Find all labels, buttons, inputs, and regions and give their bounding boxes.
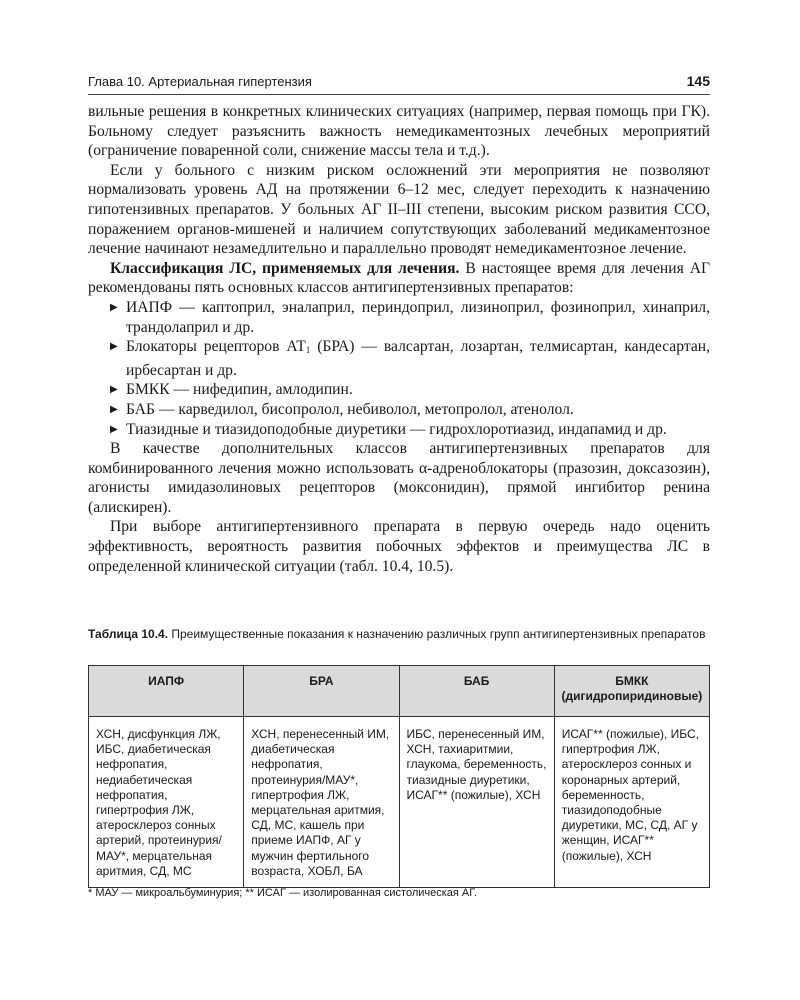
table-label: Таблица 10.4. [88, 627, 169, 641]
bullet-marker-icon: ▶ [110, 423, 118, 435]
paragraph-3 [88, 259, 710, 298]
list-item-text: Блокаторы рецепторов АТ [126, 338, 306, 356]
list-item-text: Тиазидные и тиазидоподобные диуретики — гидрохлоротиазид, индапамид и др. [126, 420, 667, 438]
paragraph-3-text: В настоящее время для лечения АГ рекомендованы пять основных классов антигипертензивных препаратов: [88, 259, 710, 297]
table-footnote: * МАУ — микроальбуминурия; ** ИСАГ — изолированная систолическая АГ. [88, 887, 477, 899]
bullet-marker-icon: ▶ [110, 341, 118, 353]
list-item [110, 420, 710, 440]
list-item [110, 298, 710, 337]
page-number: 145 [686, 73, 710, 89]
bullet-marker-icon: ▶ [110, 384, 118, 396]
indications-table [88, 665, 710, 888]
paragraph-2: Если у больного с низким риском осложнений эти мероприятия не позволяют нормализовать уровень АД на протяжении 6–12 мес, следует переходить к назначению гипотензивных препаратов. У больных АГ II–III степени, высоким риском развития ССО, поражением органов-мишеней и наличием сопутствующих заболеваний медикаментозное лечение начинают незамедлительно и параллельно проводят немедикаментозное лечение. [88, 161, 710, 258]
cell-text: ИСАГ** (пожилые), ИБС, гипертрофия ЛЖ, атеросклероз сонных и коронарных артерий, беременность, тиазидоподобные диуретики, МС, СД, АГ у женщин, ИСАГ** (пожилые), ХСН [561, 727, 700, 863]
cell-text: ХСН, дисфункция ЛЖ, ИБС, диабетическая нефропатия, недиабетическая нефропатия, гипертрофия ЛЖ, атеросклероз сонных артерий, протеинурия/МАУ*, мерцательная аритмия, СД, МС [96, 727, 222, 878]
list-item-text-continued: (БРА) — валсартан, лозартан, телмисартан, кандесартан, ирбесартан и др. [126, 338, 710, 379]
column-header-bmkk-title: БМКК [615, 674, 649, 688]
list-item [110, 337, 710, 380]
cell-text: ХСН, перенесенный ИМ, диабетическая нефропатия, протеинурия/МАУ*, гипертрофия ЛЖ, мерцательная аритмия, СД, МС, кашель при приеме ИАПФ, АГ у мужчин фертильного возраста, ХОБЛ, БА [251, 727, 390, 878]
bullet-marker-icon: ▶ [110, 403, 118, 415]
chapter-title: Глава 10. Артериальная гипертензия [88, 74, 312, 89]
table-cell [554, 717, 709, 888]
table-row [89, 717, 710, 888]
column-header-bab: БАБ [399, 666, 554, 717]
table-cell [399, 717, 554, 888]
list-item-text: БАБ — карведилол, бисопролол, небиволол, метопролол, атенолол. [126, 400, 574, 418]
table-caption-text: Преимущественные показания к назначению различных групп антигипертензивных препаратов [168, 627, 706, 641]
list-item [110, 400, 710, 420]
table-cell [89, 717, 244, 888]
column-header-bra: БРА [244, 666, 399, 717]
paragraph-4: В качестве дополнительных классов антигипертензивных препаратов для комбинированного лечения можно использовать α-адреноблокаторы (празозин, доксазозин), агонисты имидазолиновых рецепторов (моксонидин), прямой ингибитор ренина (алискирен). [88, 440, 710, 516]
list-item [110, 380, 710, 400]
list-item-text: ИАПФ — каптоприл, эналаприл, периндоприл, лизиноприл, фозиноприл, хинаприл, трандолаприл и др. [126, 298, 710, 336]
cell-text: ИБС, перенесенный ИМ, ХСН, тахиаритмии, глаукома, беременность, тиазидные диуретики, ИСАГ** (пожилые), ХСН [406, 727, 547, 802]
table-cell [244, 717, 399, 888]
list-item-text: БМКК — нифедипин, амлодипин. [126, 381, 353, 399]
paragraph-5: При выборе антигипертензивного препарата в первую очередь надо оценить эффективность, вероятность развития побочных эффектов и преимущества ЛС в определенной клинической ситуации (табл. 10.4, 10.5). [88, 518, 710, 575]
body-text [88, 102, 710, 576]
subscript: 1 [305, 345, 311, 356]
running-header [88, 72, 710, 95]
column-header-bmkk [554, 666, 709, 717]
column-header-bmkk-subtitle: (дигидропиридиновые) [561, 689, 703, 704]
table-header-row [89, 666, 710, 717]
column-header-iapf: ИАПФ [89, 666, 244, 717]
table-caption [88, 627, 710, 642]
paragraph-1: вильные решения в конкретных клинических ситуациях (например, первая помощь при ГК). Больному следует разъяснить важность немедикаментозных лечебных мероприятий (ограничение поваренной соли, снижение массы тела и т.д.). [88, 103, 710, 160]
drug-class-list [88, 298, 710, 439]
section-heading: Классификация ЛС, применяемых для лечения. [110, 259, 460, 277]
bullet-marker-icon: ▶ [110, 301, 118, 313]
